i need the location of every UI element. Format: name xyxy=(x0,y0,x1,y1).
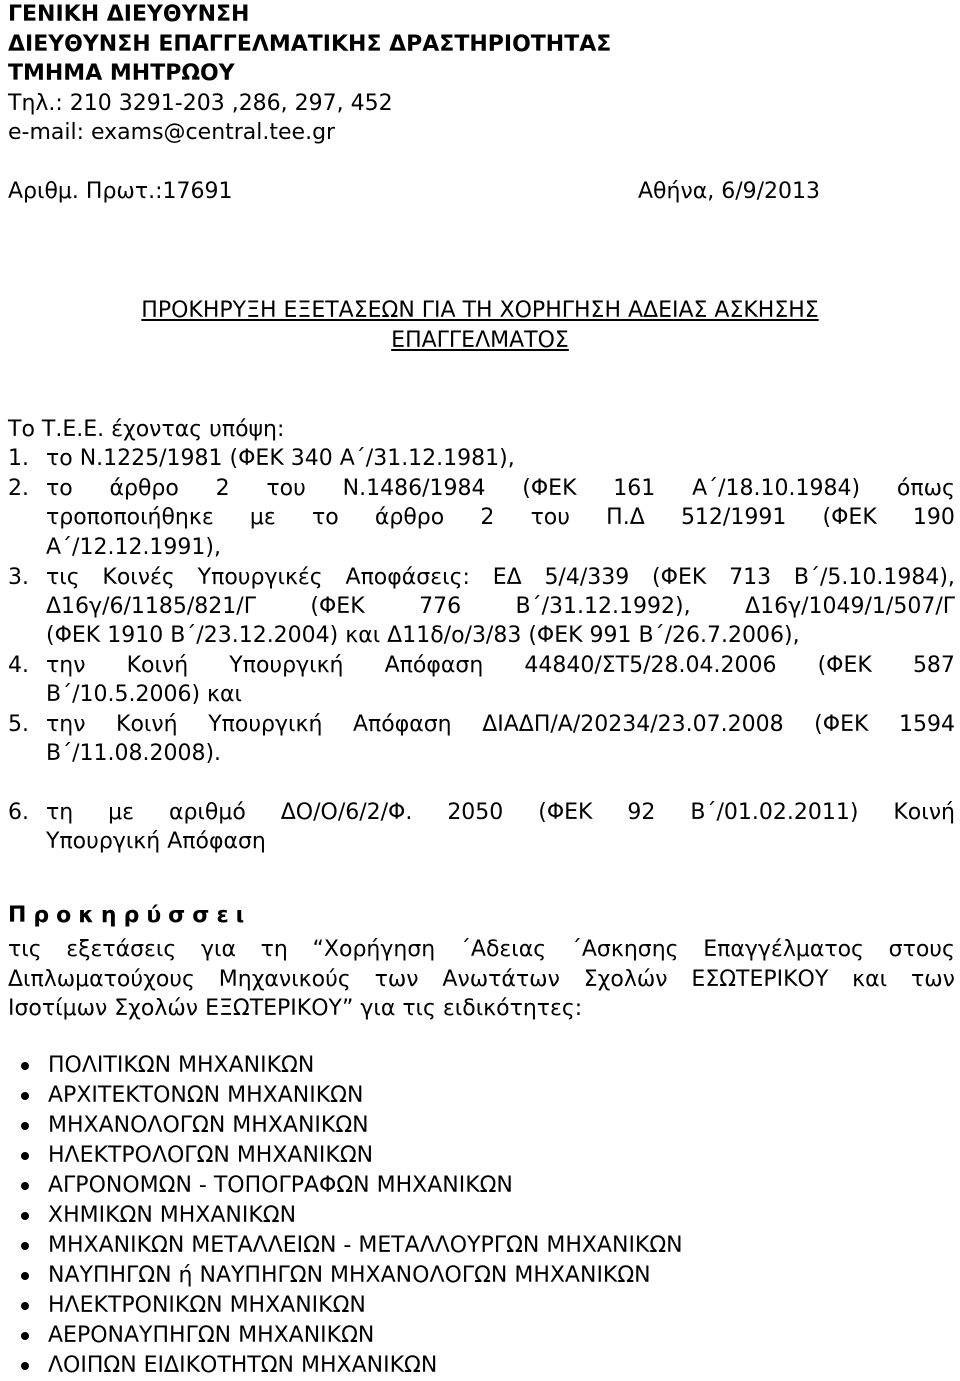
specialty-label: ΑΓΡΟΝΟΜΩΝ - ΤΟΠΟΓΡΑΦΩΝ ΜΗΧΑΝΙΚΩΝ xyxy=(48,1173,513,1198)
protocol-number: Αριθμ. Πρωτ.:17691 xyxy=(8,179,233,204)
email-line: e-mail: exams@central.tee.gr xyxy=(8,120,336,145)
consideration-text: την Κοινή Υπουργική Απόφαση ΔΙΑΔΠ/Α/20234/23.07.2008 (ΦΕΚ 1594 xyxy=(46,712,955,737)
bullet-icon xyxy=(21,1332,29,1340)
specialty-label: ΑΡΧΙΤΕΚΤΟΝΩΝ ΜΗΧΑΝΙΚΩΝ xyxy=(48,1083,364,1108)
consideration-number: 1. xyxy=(8,446,29,471)
phone-line: Τηλ.: 210 3291-203 ,286, 297, 452 xyxy=(8,91,393,116)
consideration-text: την Κοινή Υπουργική Απόφαση 44840/ΣΤ5/28.04.2006 (ΦΕΚ 587 xyxy=(46,653,955,678)
consideration-text: τη με αριθμό ΔΟ/Ο/6/2/Φ. 2050 (ΦΕΚ 92 Β΄/01.02.2011) Κοινή xyxy=(46,800,955,825)
bullet-icon xyxy=(21,1182,29,1190)
title-line-2: ΕΠΑΓΓΕΛΜΑΤΟΣ xyxy=(391,328,569,353)
bullet-icon xyxy=(21,1062,29,1070)
consideration-number: 4. xyxy=(8,653,29,678)
consideration-text: Υπουργική Απόφαση xyxy=(46,829,266,854)
specialty-label: ΠΟΛΙΤΙΚΩΝ ΜΗΧΑΝΙΚΩΝ xyxy=(48,1053,315,1078)
bullet-icon xyxy=(21,1152,29,1160)
consideration-text: τις Κοινές Υπουργικές Αποφάσεις: ΕΔ 5/4/339 (ΦΕΚ 713 Β΄/5.10.1984), xyxy=(46,565,955,590)
specialty-label: ΝΑΥΠΗΓΩΝ ή ΝΑΥΠΗΓΩΝ ΜΗΧΑΝΟΛΟΓΩΝ ΜΗΧΑΝΙΚΩΝ xyxy=(48,1263,651,1288)
consideration-text: το άρθρο 2 του Ν.1486/1984 (ΦΕΚ 161 Α΄/18.10.1984) όπως xyxy=(46,476,955,501)
bullet-icon xyxy=(21,1272,29,1280)
consideration-text: Α΄/12.12.1991), xyxy=(46,535,222,560)
body-line: Ισοτίμων Σχολών ΕΞΩΤΕΡΙΚΟΥ” για τις ειδικότητες: xyxy=(8,996,583,1021)
consideration-text: το Ν.1225/1981 (ΦΕΚ 340 Α΄/31.12.1981), xyxy=(46,446,515,471)
bullet-icon xyxy=(21,1362,29,1370)
specialty-label: ΗΛΕΚΤΡΟΛΟΓΩΝ ΜΗΧΑΝΙΚΩΝ xyxy=(48,1143,374,1168)
consideration-text: Β΄/11.08.2008). xyxy=(46,741,222,766)
bullet-icon xyxy=(21,1212,29,1220)
department-name: ΤΜΗΜΑ ΜΗΤΡΩΟΥ xyxy=(8,61,235,86)
specialty-label: ΜΗΧΑΝΙΚΩΝ ΜΕΤΑΛΛΕΙΩΝ - ΜΕΤΑΛΛΟΥΡΓΩΝ ΜΗΧΑΝΙΚΩΝ xyxy=(48,1233,683,1258)
consideration-text: (ΦΕΚ 1910 Β΄/23.12.2004) και Δ11δ/ο/3/83 (ΦΕΚ 991 Β΄/26.7.2006), xyxy=(46,623,800,648)
specialty-label: ΧΗΜΙΚΩΝ ΜΗΧΑΝΙΚΩΝ xyxy=(48,1203,297,1228)
document-date: Αθήνα, 6/9/2013 xyxy=(638,179,821,204)
consideration-text: Β΄/10.5.2006) και xyxy=(46,682,242,707)
bullet-icon xyxy=(21,1242,29,1250)
specialty-label: ΛΟΙΠΩΝ ΕΙΔΙΚΟΤΗΤΩΝ ΜΗΧΑΝΙΚΩΝ xyxy=(48,1353,438,1378)
proclaims-heading: Προκηρύσσει xyxy=(8,903,252,928)
body-line: τις εξετάσεις για τη “Χορήγηση ΄Αδειας ΄Ασκησης Επαγγέλματος στους xyxy=(8,937,955,962)
specialty-label: ΗΛΕΚΤΡΟΝΙΚΩΝ ΜΗΧΑΝΙΚΩΝ xyxy=(48,1293,366,1318)
title-line-1: ΠΡΟΚΗΡΥΞΗ ΕΞΕΤΑΣΕΩΝ ΓΙΑ ΤΗ ΧΟΡΗΓΗΣΗ ΑΔΕΙΑΣ ΑΣΚΗΣΗΣ xyxy=(141,298,819,323)
consideration-text: Δ16γ/6/1185/821/Γ (ΦΕΚ 776 Β΄/31.12.1992), Δ16γ/1049/1/507/Γ xyxy=(46,594,955,619)
intro-text: Το Τ.Ε.Ε. έχοντας υπόψη: xyxy=(8,417,285,442)
consideration-number: 5. xyxy=(8,712,29,737)
specialty-label: ΜΗΧΑΝΟΛΟΓΩΝ ΜΗΧΑΝΙΚΩΝ xyxy=(48,1113,369,1138)
directorate-name: ΔΙΕΥΘΥΝΣΗ ΕΠΑΓΓΕΛΜΑΤΙΚΗΣ ΔΡΑΣΤΗΡΙΟΤΗΤΑΣ xyxy=(8,32,612,57)
consideration-number: 2. xyxy=(8,476,29,501)
bullet-icon xyxy=(21,1302,29,1310)
consideration-number: 3. xyxy=(8,565,29,590)
consideration-text: τροποποιήθηκε με το άρθρο 2 του Π.Δ 512/1991 (ΦΕΚ 190 xyxy=(46,505,955,530)
consideration-number: 6. xyxy=(8,800,29,825)
specialty-label: ΑΕΡΟΝΑΥΠΗΓΩΝ ΜΗΧΑΝΙΚΩΝ xyxy=(48,1323,375,1348)
body-line: Διπλωματούχους Μηχανικούς των Ανωτάτων Σχολών ΕΣΩΤΕΡΙΚΟΥ και των xyxy=(8,967,955,992)
bullet-icon xyxy=(21,1092,29,1100)
org-name: ΓΕΝΙΚΗ ΔΙΕΥΘΥΝΣΗ xyxy=(8,2,250,27)
bullet-icon xyxy=(21,1122,29,1130)
